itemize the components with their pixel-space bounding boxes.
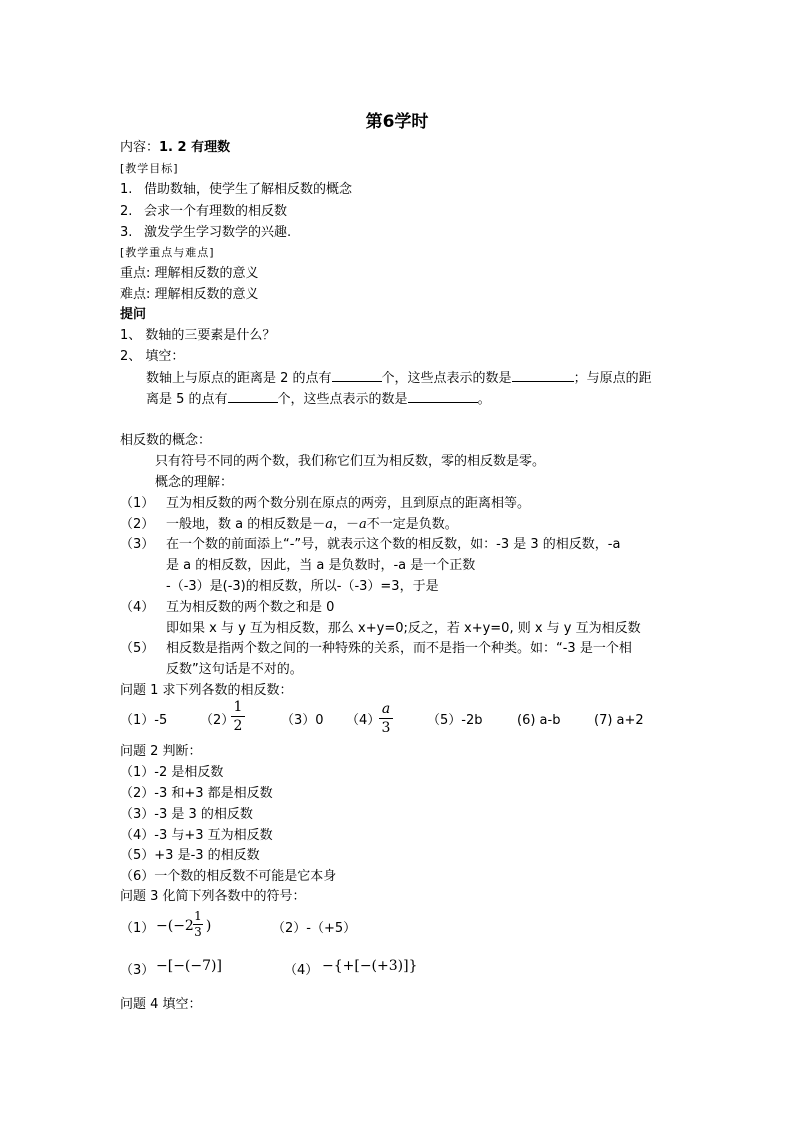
blank-field bbox=[228, 390, 278, 403]
concept-item-3: （3） 在一个数的前面添上“-”号，就表示这个数的相反数，如：-3 是 3 的相反数，-a bbox=[120, 537, 621, 552]
problem-1-a: （1）-5 bbox=[120, 713, 168, 728]
concept-header: 相反数的概念： bbox=[120, 433, 212, 448]
content-label: 内容： bbox=[120, 140, 160, 155]
problem-3-d-expression: −{+[−(+3)]} bbox=[322, 958, 418, 974]
fraction-one-third: 1 3 bbox=[194, 909, 202, 939]
problem-3-a-label: （1） bbox=[120, 921, 155, 936]
ask-header: 提问 bbox=[120, 307, 147, 322]
content-line bbox=[120, 139, 230, 156]
problem-2-item: （5）+3 是-3 的相反数 bbox=[120, 848, 260, 863]
ask-q2-line2: 离是 5 的点有 个，这些点表示的数是 。 bbox=[146, 392, 491, 407]
ask-q2: 2、 填空： bbox=[120, 349, 185, 364]
problem-2-item: （1）-2 是相反数 bbox=[120, 765, 224, 780]
problem-3-c-expression: −[−(−7)] bbox=[156, 958, 222, 974]
concept-item-2: （2） 一般地，数 a 的相反数是－a，－a不一定是负数。 bbox=[120, 517, 458, 532]
problem-2-item: （4）-3 与+3 互为相反数 bbox=[120, 828, 273, 843]
concept-item-1: （1） 互为相反数的两个数分别在原点的两旁，且到原点的距离相等。 bbox=[120, 496, 531, 511]
concept-item-5: （5） 相反数是指两个数之间的一种特殊的关系，而不是指一个种类。如：“-3 是一个相 bbox=[120, 641, 632, 656]
goal-item-3: 3. 激发学生学习数学的兴趣. bbox=[120, 225, 292, 240]
keypoints-header: [教学重点与难点] bbox=[120, 246, 215, 259]
goals-header: [教学目标] bbox=[120, 162, 179, 175]
ask-q1: 1、 数轴的三要素是什么？ bbox=[120, 328, 276, 343]
content-value: 1. 2 有理数 bbox=[159, 140, 231, 155]
concept-definition: 只有符号不同的两个数，我们称它们互为相反数，零的相反数是零。 bbox=[155, 454, 546, 469]
concept-item-3-line2: 是 a 的相反数，因此，当 a 是负数时，-a 是一个正数 bbox=[166, 558, 476, 573]
keypoint-nan: 难点: 理解相反数的意义 bbox=[120, 287, 259, 302]
problem-1-d: （4） bbox=[346, 713, 381, 728]
page-title: 第6学时 bbox=[365, 112, 429, 132]
blank-field bbox=[408, 390, 478, 403]
goal-item-1: 1. 借助数轴，使学生了解相反数的概念 bbox=[120, 182, 353, 197]
problem-3-d-label: （4） bbox=[284, 963, 319, 978]
problem-1-g: (7) a+2 bbox=[594, 713, 644, 728]
concept-understand: 概念的理解： bbox=[155, 475, 234, 490]
problem-3-c-label: （3） bbox=[120, 963, 155, 978]
problem-2-item: （3）-3 是 3 的相反数 bbox=[120, 807, 253, 822]
blank-field bbox=[332, 369, 382, 382]
problem-1-c: （3）0 bbox=[281, 713, 324, 728]
problem-4-header: 问题 4 填空： bbox=[120, 997, 202, 1012]
problem-3-header: 问题 3 化简下列各数中的符号： bbox=[120, 889, 306, 904]
fraction-one-half: 1 2 bbox=[231, 699, 245, 734]
problem-1-b: （2） bbox=[200, 713, 235, 728]
problem-2-item: （6）一个数的相反数不可能是它本身 bbox=[120, 869, 337, 884]
problem-1-f: (6) a-b bbox=[517, 713, 561, 728]
concept-item-4: （4） 互为相反数的两个数之和是 0 bbox=[120, 600, 335, 615]
concept-item-5-line2: 反数”这句话是不对的。 bbox=[166, 662, 303, 677]
concept-item-3-line3: -（-3）是(-3)的相反数，所以-（-3）=3，于是 bbox=[166, 579, 439, 594]
problem-1-e: （5）-2b bbox=[427, 713, 483, 728]
blank-field bbox=[512, 369, 574, 382]
keypoint-zhong: 重点: 理解相反数的意义 bbox=[120, 266, 259, 281]
ask-q2-line1: 数轴上与原点的距离是 2 的点有 个，这些点表示的数是 ；与原点的距 bbox=[146, 371, 652, 386]
goal-item-2: 2. 会求一个有理数的相反数 bbox=[120, 204, 288, 219]
problem-2-header: 问题 2 判断： bbox=[120, 744, 202, 759]
problem-3-b: （2）-（+5） bbox=[272, 921, 357, 936]
problem-2-item: （2）-3 和+3 都是相反数 bbox=[120, 786, 273, 801]
problem-1-header: 问题 1 求下列各数的相反数： bbox=[120, 683, 293, 698]
concept-item-4-line2: 即如果 x 与 y 互为相反数，那么 x+y=0;反之，若 x+y=0, 则 x 与 y 互为相反数 bbox=[166, 621, 641, 636]
fraction-a-over-3: a 3 bbox=[379, 701, 393, 736]
problem-3-a-expression: −(−2 ) bbox=[156, 918, 212, 934]
